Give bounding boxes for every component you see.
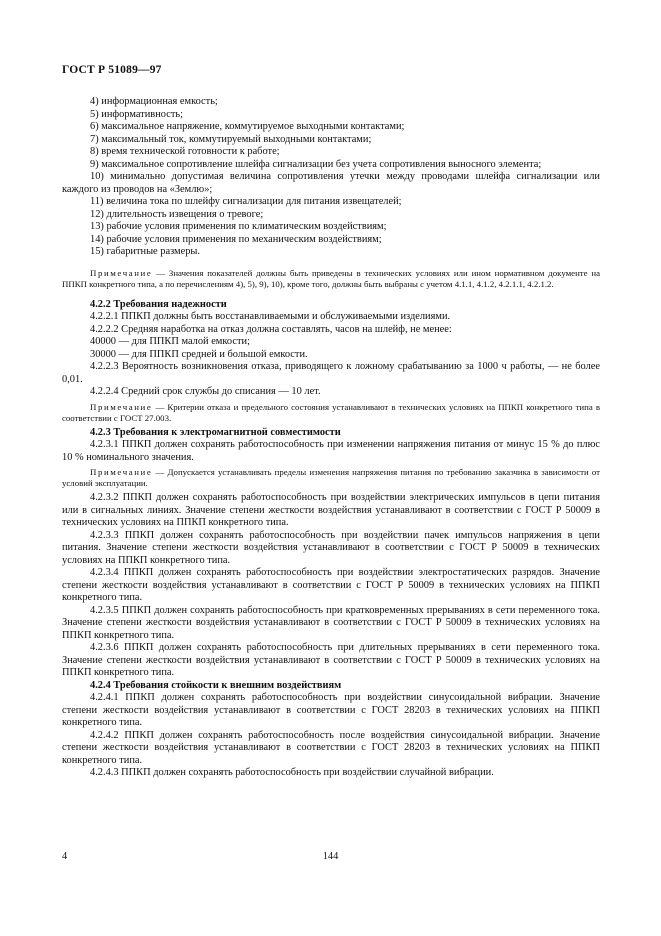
paragraph: 4.2.3.4 ППКП должен сохранять работоспособность при воздействии электростатических разрядов. Значение степени жесткости воздействия устанавливают в соответствии с ГОСТ Р 50009 в технических условиях на ППКП конкретного типа. bbox=[62, 567, 600, 603]
list-item: 10) минимально допустимая величина сопротивления утечки между проводами шлейфа сигнализации или каждого из проводов на «Землю»; bbox=[62, 171, 600, 195]
sheet-number: 144 bbox=[322, 851, 339, 862]
section-heading: 4.2.3 Требования к электромагнитной совместимости bbox=[90, 426, 341, 438]
note-text: Допускается устанавливать пределы изменения напряжения питания по требованию заказчика в зависимости от условий эксплуатации. bbox=[62, 467, 600, 488]
document-header: ГОСТ Р 51089—97 bbox=[62, 64, 162, 76]
paragraph: 4.2.4.1 ППКП должен сохранять работоспособность при воздействии синусоидальной вибрации. Значение степени жесткости воздействия устанавливают в соответствии с ГОСТ 28203 в технических условиях на ППКП конкретного типа. bbox=[62, 692, 600, 728]
paragraph: 4.2.2.4 Средний срок службы до списания — 10 лет. bbox=[90, 386, 321, 397]
section-heading: 4.2.4 Требования стойкости к внешним воздействиям bbox=[90, 679, 342, 691]
paragraph: 30000 — для ППКП средней и большой емкости. bbox=[90, 348, 308, 360]
paragraph: 40000 — для ППКП малой емкости; bbox=[90, 336, 250, 347]
list-item: 5) информативность; bbox=[90, 108, 183, 120]
note-label: Примечание bbox=[90, 267, 153, 278]
list-item: 14) рабочие условия применения по механическим воздействиям; bbox=[90, 233, 382, 245]
paragraph: 4.2.3.3 ППКП должен сохранять работоспособность при воздействии пачек импульсов напряжения в цепи питания. Значение степени жесткости воздействия устанавливают в соответствии с ГОСТ Р 50009 в технических условиях на ППКП конкретного типа. bbox=[62, 529, 600, 566]
paragraph: 4.2.2.2 Средняя наработка на отказ должна составлять, часов на шлейф, не менее: bbox=[90, 323, 452, 335]
list-item: 6) максимальное напряжение, коммутируемое выходными контактами; bbox=[90, 121, 405, 132]
note-text: Значения показателей должны быть приведены в технических условиях или ином нормативном документе на ППКП конкретного типа, а по перечислениям 4), 5), 9), 10), кроме того, должны быть выбраны с учетом 4.1.1, 4.1.2, 4.2.1.1, 4.2.1.2. bbox=[62, 267, 600, 289]
paragraph: 4.2.3.1 ППКП должен сохранять работоспособность при изменении напряжения питания от минус 15 % до плюс 10 % номинального значения. bbox=[62, 439, 600, 463]
note-text: Критерии отказа и предельного состояния устанавливают в технических условиях на ППКП конкретного типа в соответствии с ГОСТ 27.003. bbox=[62, 401, 600, 423]
note: Примечание — Значения показателей должны быть приведены в технических условиях или ином нормативном документе на ППКП конкретного типа, а по перечислениям 4), 5), 9), 10), кроме того, должны быть выбраны с учетом 4.1.1, 4.1.2, 4.2.1.1, 4.2.1.2. bbox=[62, 267, 600, 289]
note: Примечание — Критерии отказа и предельного состояния устанавливают в технических условиях на ППКП конкретного типа в соответствии с ГОСТ 27.003. bbox=[62, 401, 600, 423]
list-item: 12) длительность извещения о тревоге; bbox=[90, 208, 264, 220]
list-item: 11) величина тока по шлейфу сигнализации для питания извещателей; bbox=[90, 196, 402, 207]
list-item: 9) максимальное сопротивление шлейфа сигнализации без учета сопротивления выносного элемента; bbox=[90, 158, 542, 170]
list-item: 4) информационная емкость; bbox=[90, 96, 218, 107]
paragraph: 4.2.2.3 Вероятность возникновения отказа, приводящего к ложному срабатыванию за 1000 ч работы, — не более 0,01. bbox=[62, 361, 600, 385]
paragraph: 4.2.2.1 ППКП должны быть восстанавливаемыми и обслуживаемыми изделиями. bbox=[90, 311, 451, 322]
list-item: 7) максимальный ток, коммутируемый выходными контактами; bbox=[90, 133, 372, 145]
paragraph: 4.2.3.2 ППКП должен сохранять работоспособность при воздействии электрических импульсов в цепи питания или в сигнальных линиях. Значение степени жесткости воздействия устанавливают в соответствии с ГОСТ Р 50009 в технических условиях на ППКП конкретного типа. bbox=[62, 492, 600, 528]
list-item: 13) рабочие условия применения по климатическим воздействиям; bbox=[90, 221, 387, 232]
note-label: Примечание bbox=[90, 401, 153, 412]
section-heading: 4.2.2 Требования надежности bbox=[90, 298, 227, 310]
document-body bbox=[62, 96, 600, 780]
note-label: Примечание bbox=[90, 467, 153, 477]
paragraph: 4.2.4.2 ППКП должен сохранять работоспособность после воздействия синусоидальной вибрации. Значение степени жесткости воздействия устанавливают в соответствии с ГОСТ 28203 в технических условиях на ППКП конкретного типа. bbox=[62, 729, 600, 766]
paragraph: 4.2.4.3 ППКП должен сохранять работоспособность при воздействии случайной вибрации. bbox=[90, 767, 494, 778]
list-item: 8) время технической готовности к работе; bbox=[90, 146, 280, 157]
note: Примечание — Допускается устанавливать пределы изменения напряжения питания по требованию заказчика в зависимости от условий эксплуатации. bbox=[62, 467, 600, 488]
page-number: 4 bbox=[62, 851, 68, 862]
paragraph: 4.2.3.6 ППКП должен сохранять работоспособность при длительных прерываниях в сети переменного тока. Значение степени жесткости воздействия устанавливают в соответствии с ГОСТ Р 50009 в технических условиях на ППКП конкретного типа. bbox=[62, 642, 600, 678]
list-item: 15) габаритные размеры. bbox=[90, 246, 200, 257]
paragraph: 4.2.3.5 ППКП должен сохранять работоспособность при кратковременных прерываниях в сети переменного тока. Значение степени жесткости воздействия устанавливают в соответствии с ГОСТ Р 50009 в технических условиях на ППКП конкретного типа. bbox=[62, 604, 600, 641]
